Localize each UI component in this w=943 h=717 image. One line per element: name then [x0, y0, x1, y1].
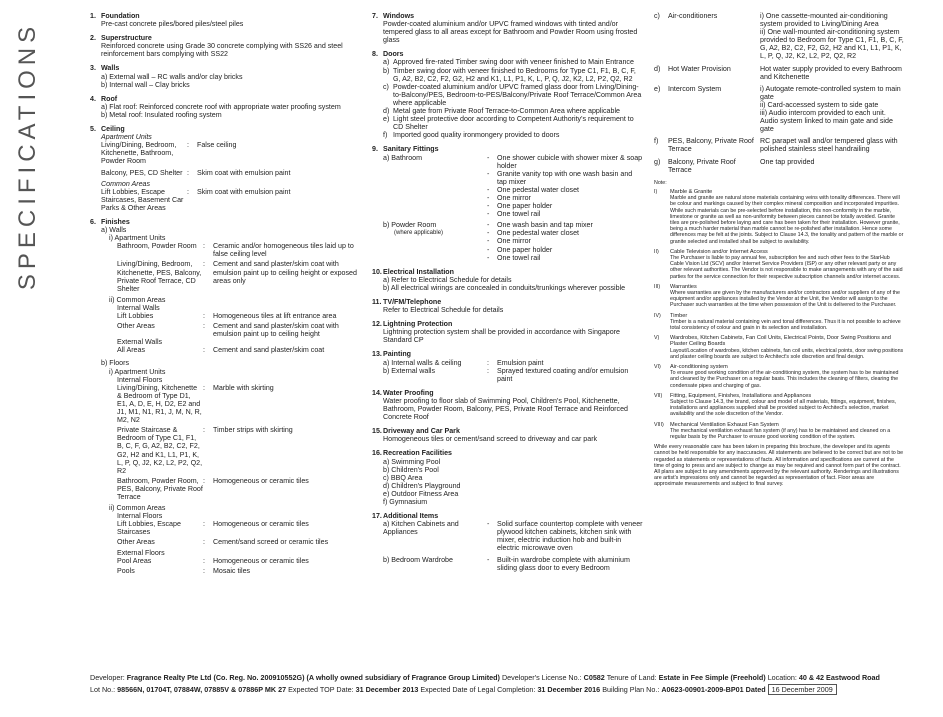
note-body — [670, 189, 904, 245]
item-label: d) — [654, 64, 661, 73]
section-number: 15. — [372, 427, 382, 436]
item-label: f) — [654, 137, 659, 146]
developer-value: Fragrance Realty Pte Ltd (Co. Reg. No. 200910552G) (A wholly owned subsidiary of Fragrance Group Limited) — [126, 673, 500, 682]
footer-line-2 — [90, 684, 910, 696]
finish-area: Pools — [117, 566, 135, 575]
legal-completion-value: 31 December 2016 — [537, 685, 601, 694]
fitting-text: One pedestal water closet — [497, 229, 580, 238]
section-electrical — [372, 268, 644, 292]
item-spec: Hot water supply provided to every Bathroom and Kitchenette — [760, 64, 902, 81]
note-text: Marble and granite are natural stone materials containing veins with tonality differences. There will be colour and markings caused by their complex mineral composition and incorporated impurities. While such materials can be pre-selected before installation, this non-conformity in the marble, limestone or granite as well as non-uniformity between pieces cannot be totally avoided. Granite tiles are pre-polished before laying and care has been taken for their installation. However granite, being a much harder material than marble cannot be re-polished after installation. Hence some differences may be felt at the joints. Subject to Clause 14.3, the tonality and pattern of the marble or granite selected and installed shall be subject to availability. — [670, 195, 904, 245]
note-title: Air-conditioning system — [670, 363, 728, 370]
paint-spec: Emulsion paint — [497, 358, 544, 367]
item-spec: i) One cassette-mounted air-conditioning system provided to Living/Dining Area — [760, 12, 888, 29]
finish-spec: Timber strips with skirting — [213, 426, 293, 435]
section-recreation — [372, 449, 644, 506]
fitting-area: b) Powder Room — [383, 221, 437, 230]
note-text: Layout/Location of wardrobes, kitchen cabinets, fan coil units, electrical points, door swing positions and plaster ceiling boards are subject to Architect's sole discretion and final design. — [670, 347, 904, 360]
subheading: Common Areas — [101, 179, 151, 188]
fitting-area: a) Bathroom — [383, 153, 423, 162]
section-text: Lightning protection system shall be provided in accordance with Singapore Standard CP — [383, 328, 620, 345]
door-item — [383, 83, 644, 107]
note-marker: VI) — [654, 363, 661, 370]
door-marker: e) — [383, 115, 390, 124]
fitting-text: One mirror — [497, 193, 531, 202]
item-spec: i) Autogate remote-controlled system to main gate — [760, 84, 901, 101]
section-walls — [90, 64, 362, 88]
section-number: 14. — [372, 388, 382, 397]
section-title: Water Proofing — [383, 388, 434, 397]
top-date-value: 31 December 2013 — [355, 685, 419, 694]
item-spec: One tap provided — [760, 157, 815, 166]
dash-marker: - — [487, 153, 490, 162]
ceiling-area: Lift Lobbies, Escape Staircases, Basement Car Parks & Other Areas — [101, 187, 184, 212]
fitting-list — [487, 154, 644, 219]
notes-list — [654, 189, 904, 440]
section-title: Painting — [383, 350, 411, 359]
finish-spec: Cement and sand plaster/skim coat with emulsion paint up to ceiling height — [213, 322, 339, 339]
item-pes — [654, 137, 904, 153]
note-title: Wardrobes, Kitchen Cabinets, Fan Coil Units, Electrical Points, Door Swing Positions and Plaster Ceiling Boards — [670, 335, 891, 348]
fitting-item — [487, 210, 644, 218]
finish-spec: Cement and sand plaster/skim coat — [213, 346, 325, 355]
note-title: Timber — [670, 312, 688, 319]
footer-line-1 — [90, 672, 910, 684]
walls-external: a) External wall – RC walls and/or clay bricks — [101, 72, 243, 81]
section-title: TV/FM/Telephone — [383, 298, 442, 306]
note-title: Marble & Granite — [670, 188, 713, 195]
section-ceiling: 5. Ceiling Apartment Units Living/Dining, Bedroom, Kitchenette, Bathroom, Powder Room : False ceiling Balcony, PES, CD Shelter : Skim coat with emulsion paint Common Areas Lift Lobbies, Escape Staircases, Basement Car Parks & Other Areas : Skim coat with emulsion paint — [90, 125, 362, 212]
column-3 — [654, 12, 904, 488]
door-item — [383, 58, 644, 66]
section-number: 2. — [90, 34, 96, 43]
door-text: Imported good quality ironmongery provided to doors — [393, 131, 560, 140]
note-body — [670, 284, 904, 309]
note-body — [670, 249, 904, 280]
fitting-text: One towel rail — [497, 210, 541, 219]
finish-area: Private Staircase & Bedroom of Type C1, F1, B, C, F, G, A2, B2, C2, F2, G2, H2 and K1, L1, P1, K, L, P, Q, J2, K2, L2, P2, Q2, R2 — [117, 426, 203, 475]
fitting-text: One pedestal water closet — [497, 185, 580, 194]
finish-spec: Homogeneous or ceramic tiles — [213, 476, 309, 485]
side-title — [8, 6, 48, 306]
fitting-item — [487, 254, 644, 262]
section-title: Sanitary Fittings — [383, 145, 439, 154]
finish-spec: Homogeneous or ceramic tiles — [213, 556, 309, 565]
recreation-list — [372, 458, 644, 507]
footer — [90, 672, 910, 696]
door-item — [383, 67, 644, 83]
column-2 — [372, 12, 644, 578]
note-marker: II) — [654, 248, 659, 255]
section-finishes: 6. Finishes a) Walls i) Apartment Units Bathroom, Powder Room : Ceramic and/or homogeneous tiles laid up to false ceiling level Living/Dining, Bedroom, Kitchenette, PES, Balcony, Private Roof Terrace, CD Shelter : Cement and sand plaster/skim coat with emulsion paint up to ceiling height or exposed areas only ii) Common Areas Internal Walls Lift Lobbies : Homogeneous tiles at lift entrance area Other Areas : Cement and sand plaster/skim coat with emulsion paint up to ceiling height External Walls All Areas : Cement and sand plaster/skim coat b) Floors i) Apartment Units Internal Floors Living/Dining, Kitchenette & Bedroom of Type D1, E1, A, D, E, H, D2, E2 and J1, M1, N1, R1, J, M, N, R, M2, N2 : Marble with skirting Private Staircase & Bedroom of Type C1, F1, B, C, F, G, A2, B2, C2, F2, G2, H2 and K1, L1, P1, K, L, P, Q, J2, K2, L2, P2, Q2, R2 : Timber strips with skirting Bathroom, Powder Room, PES, Balcony, Private Roof Terrace : Homogeneous or ceramic tiles ii) Common Areas Internal Floors Lift Lobbies, Escape Staircases : Homogeneous or ceramic tiles Other Areas : Cement/sand screed or ceramic tiles External Floors Pool Areas : Homogeneous or ceramic tiles Pools : Mosaic tiles — [90, 218, 362, 575]
finish-area: Lift Lobbies — [117, 312, 154, 320]
section-title: Roof — [101, 94, 118, 103]
section-title: Lightning Protection — [383, 320, 453, 329]
recreation-item: c) BBQ Area — [383, 473, 423, 482]
fitting-item — [487, 194, 644, 202]
subheading: a) Walls — [101, 226, 127, 235]
license-label: Developer's License No.: — [501, 673, 582, 682]
section-number: 9. — [372, 145, 378, 154]
recreation-item: a) Swimming Pool — [383, 457, 441, 466]
section-number: 11. — [372, 298, 382, 306]
section-number: 17. — [372, 512, 382, 521]
location-label: Location: — [767, 673, 797, 682]
section-title: Driveway and Car Park — [383, 427, 460, 436]
ceiling-area: Living/Dining, Bedroom, Kitchenette, Bathroom, Powder Room — [101, 141, 177, 166]
door-text: Metal gate from Private Roof Terrace-to-Common Area where applicable — [393, 107, 620, 116]
fitting-item — [487, 170, 644, 186]
item-label: e) — [654, 84, 661, 93]
section-tv — [372, 298, 644, 314]
fitting-item — [487, 202, 644, 210]
dash-marker: - — [487, 221, 490, 230]
note-text: To ensure good working condition of the air-conditioning system, the system has to be maintained and cleaned by the Purchaser on a regular basis. This includes the cleaning of filters, clearing the condensate pipes and charging of gas. — [670, 370, 899, 389]
note-body — [670, 364, 904, 389]
note-text: The Purchaser is liable to pay annual fee, subscription fee and such other fees to the StarHub Cable Vision Ltd (SCV) and/or Internet Service Providers (ISP) or any other relevant party or any other relevant authorities. The Vendor is not responsible to make arrangements with any of the said parties for the service connection for their respective subscription channels and/or internet access. — [670, 254, 903, 280]
lot-label: Lot No.: — [90, 685, 116, 694]
recreation-item: e) Outdoor Fitness Area — [383, 489, 459, 498]
plan-value: A0623-00901-2009-BP01 Dated — [661, 685, 766, 694]
door-text: Approved fire-rated Timber swing door with veneer finished to Main Entrance — [393, 58, 634, 67]
finish-area: Lift Lobbies, Escape Staircases — [117, 520, 181, 537]
license-value: C0582 — [583, 673, 605, 682]
note-title: Fitting, Equipment, Finishes, Installations and Appliances — [670, 392, 812, 399]
subheading: b) Floors — [101, 359, 129, 368]
item-name: Hot Water Provision — [668, 64, 731, 73]
fitting-item — [487, 237, 644, 245]
item-tap — [654, 158, 904, 174]
fitting-note: (where applicable) — [394, 230, 444, 237]
section-title: Ceiling — [101, 125, 125, 134]
subheading: Apartment Units — [101, 133, 152, 142]
section-text: Pre-cast concrete piles/bored piles/steel piles — [101, 20, 244, 29]
item-name: Air-conditioners — [668, 12, 718, 20]
note-text: Timber is a natural material containing vein and tonal differences. Thus it is not possible to achieve total consistency of colour and grain in its selection and installation. — [670, 318, 901, 331]
finish-spec: Homogeneous or ceramic tiles — [213, 520, 309, 529]
item-spec: iii) Audio intercom provided to each unit. Audio system linked to main gate and side gate — [760, 109, 893, 134]
note-item — [654, 422, 904, 441]
notes — [654, 180, 904, 488]
section-title: Foundation — [101, 12, 140, 20]
door-marker: f) — [383, 131, 388, 140]
item-spec: Solid surface countertop complete with veneer plywood kitchen cabinets, kitchen sink with mixer, electric induction hob and built-in electric microwave oven — [497, 520, 643, 553]
note-title: Mechanical Ventilation Exhaust Fan System — [670, 421, 779, 428]
subheading: Internal Walls — [117, 303, 160, 312]
subheading: i) Apartment Units — [109, 367, 166, 376]
fitting-text: One wash basin and tap mixer — [497, 221, 593, 230]
item-name: Intercom System — [668, 84, 722, 93]
section-number: 16. — [372, 449, 382, 458]
section-number: 10. — [372, 267, 382, 276]
item-label: g) — [654, 157, 661, 166]
dash-marker: - — [487, 193, 490, 202]
note-body — [670, 335, 904, 360]
finish-spec: Marble with skirting — [213, 383, 274, 392]
dash-marker: - — [487, 229, 490, 238]
subheading: i) Apartment Units — [109, 234, 166, 243]
plan-date: 16 December 2009 — [768, 684, 837, 695]
section-number: 13. — [372, 350, 382, 359]
fitting-text: One shower cubicle with shower mixer & soap holder — [497, 153, 643, 170]
item-spec: ii) Card-accessed system to side gate — [760, 100, 879, 109]
item-name: b) Bedroom Wardrobe — [383, 555, 453, 564]
section-title: Windows — [383, 12, 415, 20]
door-item — [383, 115, 644, 131]
note-body — [670, 313, 904, 332]
section-additional: 17. Additional Items a) Kitchen Cabinets and Appliances - Solid surface countertop complete with veneer plywood kitchen cabinets, kitchen sink with mixer, electric induction hob and built-in electric microwave oven b) Bedroom Wardrobe - Built-in wardrobe complete with aluminium sliding glass door to every Bedroom — [372, 512, 643, 572]
fitting-text: One towel rail — [497, 253, 541, 262]
finish-area: Other Areas — [117, 538, 155, 547]
section-number: 8. — [372, 50, 378, 59]
item-name: a) Kitchen Cabinets and Appliances — [383, 520, 459, 537]
recreation-item: b) Children's Pool — [383, 465, 439, 474]
note-marker: VIII) — [654, 421, 664, 428]
note-item — [654, 189, 904, 245]
note-text: Where warranties are given by the manufacturers and/or contractors and/or suppliers of any of the equipment and/or appliances installed by the Vendor at the Unit, the Vendor will assign to the Purchaser such warranties at the time when possession of the Unit is delivered to the Purchaser. — [670, 289, 900, 309]
finish-spec: Ceramic and/or homogeneous tiles laid up to false ceiling level — [213, 242, 354, 259]
section-number: 5. — [90, 125, 96, 134]
section-title: Recreation Facilities — [383, 449, 452, 458]
ceiling-spec: Skim coat with emulsion paint — [197, 187, 291, 196]
note-title: Warranties — [670, 283, 697, 290]
door-text: Light steel protective door according to Competent Authority's requirement to CD Shelter — [393, 115, 634, 132]
subheading: External Walls — [117, 338, 163, 347]
ceiling-spec: Skim coat with emulsion paint — [197, 168, 291, 177]
recreation-item: d) Children's Playground — [383, 481, 461, 490]
section-text: Water proofing to floor slab of Swimming Pool, Children's Pool, Kitchenette, Bathroom, Powder Room, Balcony, PES, Private Roof Terrace and Reinforced Concrete Roof — [383, 396, 628, 422]
ceiling-area: Balcony, PES, CD Shelter — [101, 168, 183, 177]
fitting-item — [487, 221, 644, 229]
plan-label: Building Plan No.: — [602, 685, 660, 694]
finish-spec: Cement/sand screed or ceramic tiles — [213, 538, 329, 547]
section-foundation — [90, 12, 362, 28]
fitting-item — [487, 154, 644, 170]
section-title: Walls — [101, 64, 120, 73]
paint-spec: Sprayed textured coating and/or emulsion paint — [497, 366, 629, 383]
column-1 — [90, 12, 362, 581]
fitting-item — [487, 246, 644, 254]
developer-label: Developer: — [90, 673, 125, 682]
section-superstructure — [90, 34, 362, 58]
paint-area: b) External walls — [383, 366, 436, 375]
note-text: The mechanical ventilation exhaust fan system (if any) has to be maintained and cleaned on a regular basis by the Purchaser to ensure good working condition of the system. — [670, 427, 891, 440]
item-hotwater — [654, 65, 904, 81]
note-text: Subject to Clause 14.3, the brand, colour and model of all materials, fittings, equipment, finishes, installations and appliances supplied shall be provided subject to Architect's selection, market availability and the sole discretion of the Vendor. — [670, 398, 897, 418]
top-date-label: Expected TOP Date: — [288, 685, 354, 694]
door-item — [383, 107, 644, 115]
note-body — [670, 422, 904, 441]
note-marker: VII) — [654, 392, 663, 399]
note-title: Cable Television and/or Internet Access — [670, 248, 768, 255]
subheading: External Floors — [117, 548, 165, 557]
section-title: Electrical Installation — [383, 267, 454, 276]
tenure-label: Tenure of Land: — [606, 673, 657, 682]
paint-area: a) Internal walls & ceiling — [383, 358, 462, 367]
roof-metal: b) Metal roof: Insulated roofing system — [101, 110, 222, 119]
fitting-text: One paper holder — [497, 202, 553, 211]
section-title: Additional Items — [383, 512, 439, 521]
dash-marker: - — [487, 169, 490, 178]
item-spec: RC parapet wall and/or tempered glass with polished stainless steel handrailing — [760, 137, 898, 154]
section-title: Superstructure — [101, 34, 152, 43]
subheading: Internal Floors — [117, 512, 163, 521]
door-text: Timber swing door with veneer finished to Bedrooms for Type C1, F1, B, C, F, G, A2, B2, C2, F2, G2, H2 and K1, L1, P1, K, L, P, Q, J2, K2, L2, P2, Q2, R2 — [393, 66, 636, 83]
section-title: Doors — [383, 50, 404, 59]
fitting-text: One paper holder — [497, 245, 553, 254]
note-marker: IV) — [654, 312, 661, 319]
section-number: 1. — [90, 12, 96, 20]
section-text: Reinforced concrete using Grade 30 concrete complying with SS26 and steel reinforcement bars complying with SS22 — [101, 42, 343, 59]
note-item — [654, 313, 904, 332]
section-text: b) All electrical wirings are concealed in conduits/trunkings wherever possible — [383, 283, 626, 292]
section-number: 7. — [372, 12, 378, 20]
roof-flat: a) Flat roof: Reinforced concrete roof with appropriate water proofing system — [101, 102, 341, 111]
note-item — [654, 364, 904, 389]
section-number: 4. — [90, 94, 96, 103]
item-aircon — [654, 12, 904, 61]
section-number: 6. — [90, 217, 96, 226]
note-item — [654, 249, 904, 280]
dash-marker: - — [487, 253, 490, 262]
side-title-text: SPECIFICATIONS — [14, 21, 41, 291]
tenure-value: Estate in Fee Simple (Freehold) — [658, 673, 766, 682]
section-sanitary — [372, 145, 644, 261]
fitting-text: Granite vanity top with one wash basin and tap mixer — [497, 169, 633, 186]
dash-marker: - — [487, 237, 490, 246]
fitting-item — [487, 229, 644, 237]
lot-value: 98566N, 01704T, 07884W, 07885V & 07886P MK 27 — [117, 685, 287, 694]
section-painting: 13. Painting a) Internal walls & ceiling : Emulsion paint b) External walls : Sprayed textured coating and/or emulsion paint — [372, 350, 644, 382]
finish-spec: Homogeneous tiles at lift entrance area — [213, 312, 337, 320]
dash-marker: - — [487, 202, 490, 211]
door-marker: b) — [383, 66, 390, 75]
note-item — [654, 393, 904, 418]
section-number: 3. — [90, 64, 96, 73]
finish-area: Living/Dining, Kitchenette & Bedroom of Type D1, E1, A, D, E, H, D2, E2 and J1, M1, N1, R1, J, M, N, R, M2, N2 — [117, 383, 202, 425]
walls-internal: b) Internal wall – Clay bricks — [101, 80, 190, 89]
section-driveway — [372, 427, 644, 443]
location-value: 40 & 42 Eastwood Road — [798, 673, 880, 682]
finish-spec: Mosaic tiles — [213, 566, 251, 575]
finish-area: All Areas — [117, 346, 145, 355]
finish-area: Pool Areas — [117, 556, 152, 565]
item-name: Balcony, Private Roof Terrace — [668, 157, 736, 174]
dash-marker: - — [487, 245, 490, 254]
note-body — [670, 393, 904, 418]
item-spec: ii) One wall-mounted air-conditioning system provided to Bedroom for Type C1, F1, B, C, F, G, A2, B2, C2, F2, G2, H2 and K1, L1, P1, K, L, P, Q, J2, K2, L2, P2, Q2, R2 — [760, 28, 904, 61]
door-marker: c) — [383, 82, 389, 91]
item-label: c) — [654, 12, 660, 20]
finish-area: Bathroom, Powder Room — [117, 242, 197, 251]
legal-completion-label: Expected Date of Legal Completion: — [420, 685, 536, 694]
subheading: Internal Floors — [117, 375, 163, 384]
note-item — [654, 335, 904, 360]
dash-marker: - — [487, 210, 490, 219]
fitting-item — [487, 186, 644, 194]
section-title: Finishes — [101, 217, 130, 226]
section-windows — [372, 12, 644, 44]
section-text: a) Refer to Electrical Schedule for details — [383, 275, 512, 284]
finish-area: Other Areas — [117, 322, 155, 331]
note-item — [654, 284, 904, 309]
item-name: PES, Balcony, Private Roof Terrace — [668, 137, 754, 154]
item-intercom — [654, 85, 904, 134]
ceiling-spec: False ceiling — [197, 141, 237, 150]
section-doors — [372, 50, 644, 139]
section-text: Refer to Electrical Schedule for details — [383, 306, 504, 315]
door-marker: d) — [383, 107, 390, 116]
section-water-proofing — [372, 389, 644, 421]
finish-area: Living/Dining, Bedroom, Kitchenette, PES, Balcony, Private Roof Terrace, CD Shelter — [117, 260, 202, 293]
section-text: Powder-coated aluminium and/or UPVC framed windows with tinted and/or tempered glass to all areas except for Bathroom and Powder Room using frosted glass — [383, 20, 638, 45]
dash-marker: - — [487, 185, 490, 194]
doors-list — [372, 58, 644, 139]
recreation-item: f) Gymnasium — [383, 497, 428, 506]
subheading: ii) Common Areas — [109, 504, 166, 513]
note-marker: I) — [654, 188, 658, 195]
item-spec: Built-in wardrobe complete with aluminium sliding glass door to every Bedroom — [497, 555, 630, 572]
finish-area: Bathroom, Powder Room, PES, Balcony, Private Roof Terrace — [117, 476, 203, 501]
section-lightning — [372, 320, 644, 344]
note-marker: V) — [654, 335, 660, 342]
fitting-list — [487, 221, 644, 261]
disclaimer: While every reasonable care has been taken in preparing this brochure, the developer and its agents cannot be held responsible for any inaccuracies. All statements are believed to be correct but are not to be regarded as statements or representations of facts. All information and specifications are current at the time of going to press and are subject to change as may be required and cannot form part of the contract. All plans are subject to any amendments approved by the relevant authority. Renderings and illustrations are artist's impressions only and cannot be regarded as representation of fact. Floor areas are approximate measurements and subject to final survey. — [654, 444, 904, 488]
section-text: Homogeneous tiles or cement/sand screed to driveway and car park — [383, 435, 598, 444]
door-marker: a) — [383, 58, 390, 67]
door-item — [383, 131, 644, 139]
finish-spec: Cement and sand plaster/skim coat with emulsion paint up to ceiling height or exposed areas only — [213, 260, 357, 285]
fitting-text: One mirror — [497, 237, 531, 246]
section-roof — [90, 95, 362, 119]
note-label: Note: — [654, 179, 667, 186]
note-marker: III) — [654, 283, 661, 290]
door-text: Powder-coated aluminium and/or UPVC framed glass door from Living/Dining-to-Balcony/PES, Bedroom-to-PES/Balcony/Private Roof Terrace/Common Area where applicable — [393, 82, 642, 107]
section-number: 12. — [372, 320, 382, 329]
subheading: ii) Common Areas — [109, 295, 166, 304]
